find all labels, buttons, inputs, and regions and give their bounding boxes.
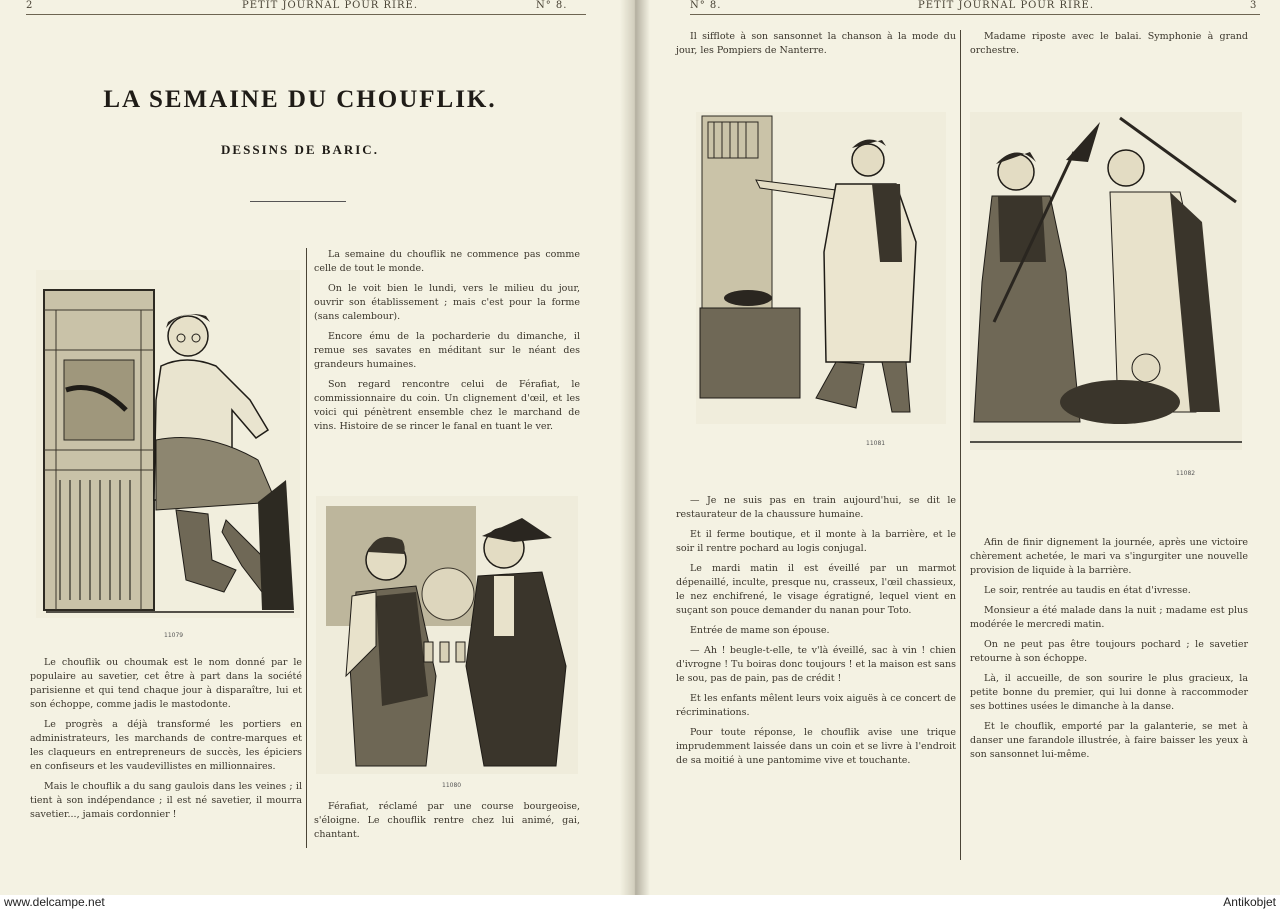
wine-shop-drawing (316, 496, 578, 774)
left-col2-para-3: Encore ému de la pocharderie du dimanche, il remue ses savates en méditant sur le néant des grandeurs humaines. (314, 331, 580, 370)
right-col2-para-5: Là, il accueille, de son sourire le plus gracieux, la petite bonne du premier, qui lui donne à raccommoder ses bottines usées le dimanche à la danse. (970, 673, 1248, 712)
figure-number-3: 11081 (866, 440, 886, 447)
right-col2-para-4: On ne peut pas être toujours pochard ; le savetier retourne à son échoppe. (970, 639, 1248, 664)
broom-fight-drawing (970, 112, 1242, 450)
left-col2-para-4: Son regard rencontre celui de Férafiat, le commissionnaire du coin. Un clignement d'œil, et les voici qui pénètrent ensemble chez le marchand de vins. Histoire de se rincer le fanal en tuant le ver. (314, 379, 580, 432)
left-col1-para-2: Le progrès a déjà transformé les portiers en administrateurs, les marchands de contre-marques et les claqueurs en entrepreneurs de succès, les épiciers en confiseurs et les vaudevillistes en millionnaires. (30, 719, 302, 772)
left-running-title: PETIT JOURNAL POUR RIRE. (242, 0, 419, 11)
right-col2-top-para: Madame riposte avec le balai. Symphonie à grand orchestre. (970, 31, 1248, 56)
figure-number-4: 11082 (1176, 470, 1196, 477)
right-page (636, 0, 1280, 895)
figure-number-1: 11079 (164, 632, 184, 639)
right-col1-para-1: — Je ne suis pas en train aujourd'hui, se dit le restaurateur de la chaussure humaine. (676, 495, 956, 520)
right-col2-para-3: Monsieur a été malade dans la nuit ; madame est plus modérée le mercredi matin. (970, 605, 1248, 630)
right-column-1-top (676, 30, 956, 64)
right-col2-para-6: Et le chouflik, emporté par la galanterie, se met à danser une farandole illustrée, à faire baisser les yeux à son sansonnet lui-même. (970, 721, 1248, 760)
left-col2-para-2: On le voit bien le lundi, vers le milieu du jour, ouvrir son établissement ; mais c'est pour la forme (sans calembour). (314, 283, 580, 322)
left-issue-number: N° 8. (536, 0, 568, 11)
left-col2-bottom-para: Férafiat, réclamé par une course bourgeoise, s'éloigne. Le chouflik rentre chez lui animé, gai, chantant. (314, 801, 580, 840)
illustration-broom-fight (970, 112, 1242, 450)
title-rule (250, 201, 346, 202)
left-page (0, 0, 636, 895)
footer-left-text: www.delcampe.net (4, 895, 105, 909)
right-page-number: 3 (1250, 0, 1258, 11)
right-column-divider (960, 30, 961, 860)
right-running-head (690, 0, 1260, 15)
left-column-2-bottom (314, 800, 580, 848)
figure-number-2: 11080 (442, 782, 462, 789)
right-running-title: PETIT JOURNAL POUR RIRE. (918, 0, 1095, 11)
right-col2-para-1: Afin de finir dignement la journée, après une victoire chèrement achetée, le mari va s'ingurgiter une nouvelle provision de liquide à la barrière. (970, 537, 1248, 576)
illustration-wine-shop (316, 496, 578, 774)
right-column-2-top (970, 30, 1248, 64)
right-col1-para-4: Entrée de mame son épouse. (690, 625, 830, 636)
illustration-cobbler-pointing (696, 112, 946, 424)
left-column-divider (306, 248, 307, 848)
footer-right-text: Antikobjet (1223, 895, 1276, 909)
right-issue-number: N° 8. (690, 0, 722, 11)
article-title: LA SEMAINE DU CHOUFLIK. (103, 86, 497, 113)
watermark-bar (0, 895, 1280, 909)
right-col1-para-7: Pour toute réponse, le chouflik avise une trique imprudemment laissée dans un coin et se livre à l'endroit de sa moitié à une pantomime vive et touchante. (676, 727, 956, 766)
cobbler-pointing-drawing (696, 112, 946, 424)
left-column-2 (314, 248, 580, 440)
right-column-1 (676, 494, 956, 774)
right-column-2 (970, 536, 1248, 768)
right-col1-para-3: Le mardi matin il est éveillé par un marmot dépenaillé, inculte, presque nu, crasseux, l'œil chassieux, le nez enchifrené, le visage égratigné, lequel vient en suçant son pouce demander du nanan pour Toto. (676, 563, 956, 616)
left-col1-para-1: Le chouflik ou choumak est le nom donné par le populaire au savetier, cet être à part dans la société parisienne et qui tend chaque jour à disparaître, lui et son échoppe, comme jadis le mastodonte. (30, 657, 302, 710)
right-col1-para-2: Et il ferme boutique, et il monte à la barrière, et le soir il rentre pochard au logis conjugal. (676, 529, 956, 554)
illustration-cobbler-stall (36, 270, 300, 618)
left-page-number: 2 (26, 0, 34, 11)
left-column-1 (30, 656, 302, 828)
right-col1-para-5: — Ah ! beugle-t-elle, te v'là éveillé, sac à vin ! chien d'ivrogne ! Tu boiras donc toujours ! et la maison est sans le sou, pas de pain, pas de crédit ! (676, 645, 956, 684)
right-col1-top-para: Il sifflote à son sansonnet la chanson à la mode du jour, les Pompiers de Nanterre. (676, 31, 956, 56)
article-subtitle: DESSINS DE BARIC. (221, 142, 379, 157)
left-col1-para-3: Mais le chouflik a du sang gaulois dans les veines ; il tient à son indépendance ; il est né savetier, il mourra savetier..., jamais cordonnier ! (30, 781, 302, 820)
left-col2-para-1: La semaine du chouflik ne commence pas comme celle de tout le monde. (314, 249, 580, 274)
right-col2-para-2: Le soir, rentrée au taudis en état d'ivresse. (984, 585, 1191, 596)
left-running-head (26, 0, 586, 15)
cobbler-stall-drawing (36, 270, 300, 618)
right-col1-para-6: Et les enfants mêlent leurs voix aiguës à ce concert de récriminations. (676, 693, 956, 718)
